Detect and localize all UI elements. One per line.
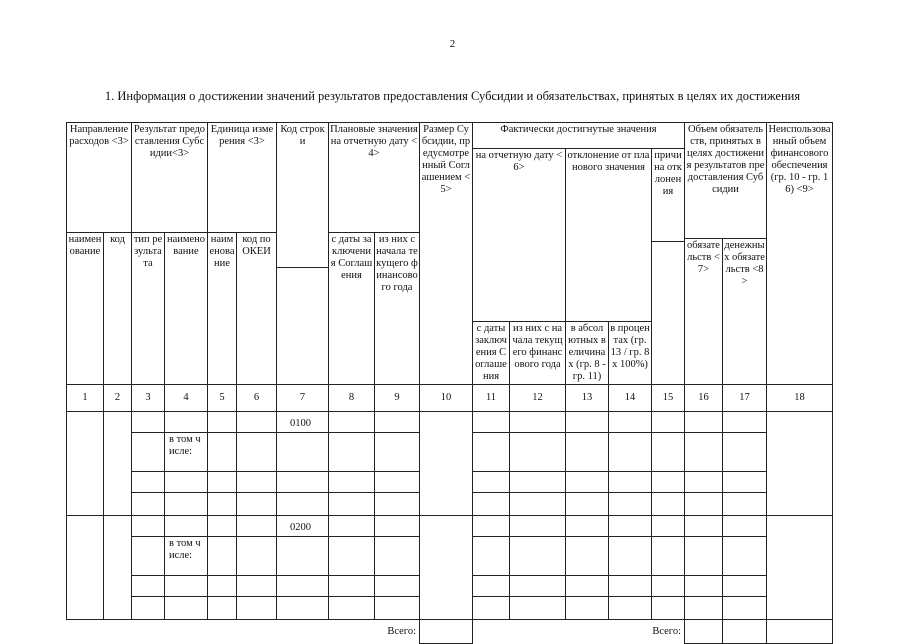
- header-actual-on-date: на отчетную дату <6>: [473, 149, 566, 322]
- header-unit: Единица измерения <3>: [208, 123, 277, 233]
- header-planned-from-fy: из них с начала текущего финансового года: [375, 233, 420, 385]
- row-code-0200: 0200: [277, 516, 329, 537]
- section-title: 1. Информация о достижении значений результатов предоставления Субсидии и обязательствах, принятых в целях их достижения: [104, 89, 801, 103]
- page-number: 2: [449, 38, 456, 50]
- col-num: 9: [375, 385, 420, 412]
- column-number-row: [67, 385, 833, 412]
- header-deviation: отклонение от планового значения: [566, 149, 652, 322]
- header-actual-from-agreement: с даты заключения Соглашения: [473, 322, 510, 385]
- header-result: Результат предоставления Субсидии<3>: [132, 123, 208, 233]
- col-num: 4: [165, 385, 208, 412]
- header-dir-code: код: [104, 233, 132, 385]
- col-num: 7: [277, 385, 329, 412]
- col-num: 15: [652, 385, 685, 412]
- header-planned-from-agreement: с даты заключения Соглашения: [329, 233, 375, 385]
- header-row-code: Код строки: [277, 123, 329, 268]
- header-subsidy-size: Размер Субсидии, предусмотренный Соглашением <5>: [420, 123, 473, 385]
- table-row: [67, 516, 833, 537]
- header-deviation-reasons: причина отклонения: [652, 149, 685, 242]
- col-num: 8: [329, 385, 375, 412]
- header-oblig-obligations: обязательств <7>: [685, 239, 723, 385]
- table-row: [67, 412, 833, 433]
- header-obligations: Объем обязательств, принятых в целях достижения результатов предоставления Субсидии: [685, 123, 767, 239]
- header-actual-from-fy: из них с начала текущего финансового года: [510, 322, 566, 385]
- header-unused: Неиспользованный объем финансового обеспечения (гр. 10 - гр. 16) <9>: [767, 123, 833, 385]
- col-num: 6: [237, 385, 277, 412]
- col-num: 14: [609, 385, 652, 412]
- col-num: 18: [767, 385, 833, 412]
- total-label: Всего:: [652, 625, 681, 637]
- col-num: 3: [132, 385, 165, 412]
- col-num: 2: [104, 385, 132, 412]
- col-num: 16: [685, 385, 723, 412]
- header-dev-absolute: в абсолютных величинах (гр. 8 - гр. 11): [566, 322, 609, 385]
- col-num: 12: [510, 385, 566, 412]
- col-num: 11: [473, 385, 510, 412]
- header-unit-name: наименование: [208, 233, 237, 385]
- header-actual: Фактически достигнутые значения: [473, 123, 685, 149]
- including-label: в том числе:: [165, 537, 208, 576]
- reasons-spacer: [652, 322, 685, 385]
- row-code-0100: 0100: [277, 412, 329, 433]
- results-table: [66, 122, 833, 644]
- including-label: в том числе:: [165, 433, 208, 472]
- header-direction: Направление расходов <3>: [67, 123, 132, 233]
- row-code-spacer: [277, 268, 329, 385]
- col-num: 17: [723, 385, 767, 412]
- col-num: 10: [420, 385, 473, 412]
- col-num: 13: [566, 385, 609, 412]
- header-unit-okei: код по ОКЕИ: [237, 233, 277, 385]
- header-planned: Плановые значения на отчетную дату <4>: [329, 123, 420, 233]
- header-result-name: наименование: [165, 233, 208, 385]
- header-dev-percent: в процентах (гр. 13 / гр. 8 x 100%): [609, 322, 652, 385]
- col-num: 5: [208, 385, 237, 412]
- header-dir-name: наименование: [67, 233, 104, 385]
- header-result-type: тип результата: [132, 233, 165, 385]
- col-num: 1: [67, 385, 104, 412]
- total-label: Всего:: [387, 625, 416, 637]
- header-oblig-monetary: денежных обязательств <8>: [723, 239, 767, 385]
